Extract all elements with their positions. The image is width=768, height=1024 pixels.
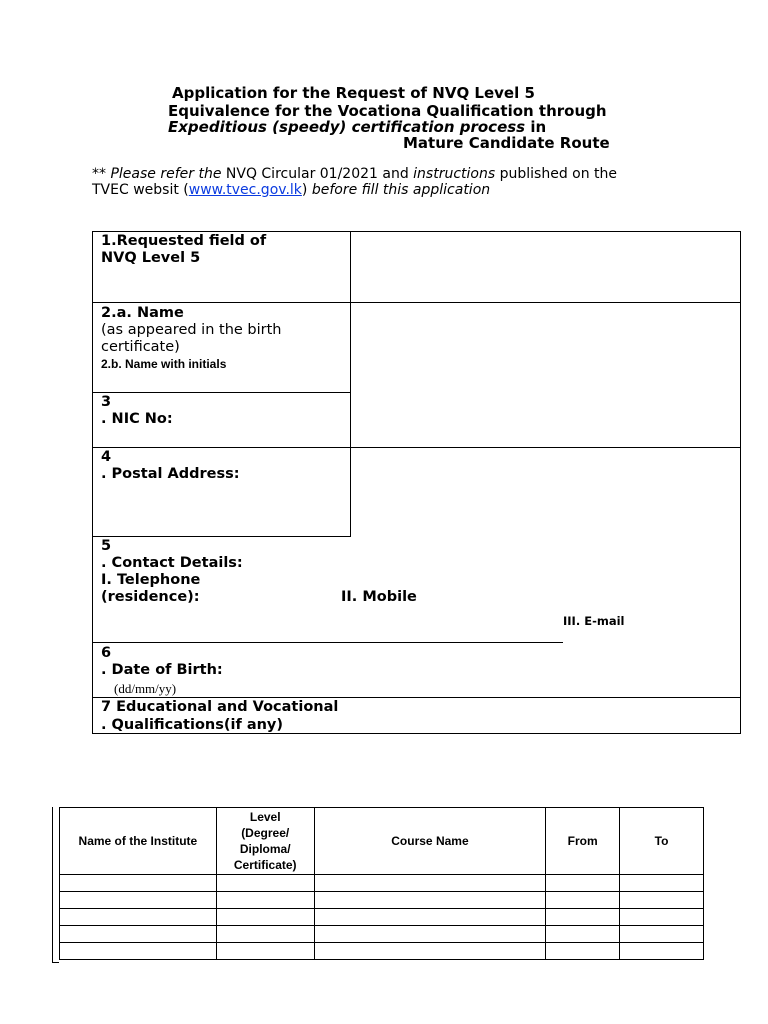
form-border-right [740,231,741,734]
table-row [60,875,704,892]
field-5-number: 5 [101,538,112,554]
field-1-label-line-2: NVQ Level 5 [101,250,201,266]
institute-cell[interactable] [60,926,217,943]
header-level-line-3: Diploma/ [239,842,291,856]
note-stars: ** [92,166,106,182]
level-cell[interactable] [216,892,314,909]
field-3-number: 3 [101,394,112,410]
field-1-label-line-1: 1.Requested field of [101,233,267,249]
header-level-line-2: (Degree/ [241,826,290,840]
course-cell[interactable] [314,875,546,892]
table-row [60,943,704,960]
level-cell[interactable] [216,943,314,960]
form-column-divider [350,231,351,536]
to-cell[interactable] [620,943,704,960]
course-cell[interactable] [314,943,546,960]
header-from: From [546,808,620,875]
qualifications-table [59,807,704,960]
form-row-divider-3 [92,447,741,448]
institute-cell[interactable] [60,909,217,926]
from-cell[interactable] [546,943,620,960]
note-italic-7: before fill this application [311,182,491,198]
note-text-5: TVEC websit ( [92,182,189,198]
name-input[interactable] [352,304,739,446]
note-italic-1: Please refer the [110,166,222,182]
field-4-label: . Postal Address: [101,466,240,482]
note-italic-3: instructions [413,166,496,182]
from-cell[interactable] [546,892,620,909]
institute-cell[interactable] [60,892,217,909]
header-level-line-1: Level [249,810,281,824]
header-to: To [620,808,704,875]
field-2a-label: 2.a. Name [101,305,184,321]
field-2a-sub-1: (as appeared in the birth [101,322,282,338]
form-row-divider-5 [92,642,563,643]
note-text-2: NVQ Circular 01/2021 and [225,166,409,182]
postal-address-input[interactable] [352,449,739,535]
telephone-label-line-2: (residence): [101,589,200,605]
email-label: III. E-mail [563,614,625,628]
level-cell[interactable] [216,875,314,892]
field-7-label-line-2: . Qualifications(if any) [101,717,284,733]
title-line-2: Equivalence for the Vocationa Qualification through [168,102,607,120]
field-6-label: . Date of Birth: [101,662,223,678]
header-course-name: Course Name [314,808,546,875]
title-line-3-italic: Expeditious (speedy) certification process [168,118,526,136]
header-institute: Name of the Institute [60,808,217,875]
form-row-divider-4 [92,536,351,537]
to-cell[interactable] [620,892,704,909]
form-row-divider-6 [92,697,741,698]
field-3-label: . NIC No: [101,411,173,427]
form-border-top [92,231,741,232]
form-row-divider-1 [92,302,741,303]
note-text-6: ) [301,182,308,198]
from-cell[interactable] [546,875,620,892]
table-outer-left-line [52,807,53,963]
field-6-number: 6 [101,645,112,661]
form-border-left [92,231,93,734]
to-cell[interactable] [620,926,704,943]
table-outer-bottom-line [52,962,59,963]
requested-field-input[interactable] [352,233,739,301]
form-row-divider-2 [92,392,350,393]
title-line-1: Application for the Request of NVQ Level 5 [172,84,535,102]
field-5-label: . Contact Details: [101,555,243,571]
date-format-hint: (dd/mm/yy) [114,681,177,696]
telephone-label-line-1: I. Telephone [101,572,201,588]
to-cell[interactable] [620,909,704,926]
level-cell[interactable] [216,909,314,926]
table-row [60,926,704,943]
from-cell[interactable] [546,926,620,943]
note-line-2 [92,182,490,198]
note-line-1 [92,166,617,182]
from-cell[interactable] [546,909,620,926]
table-row [60,909,704,926]
mobile-label: II. Mobile [341,589,417,605]
level-cell[interactable] [216,926,314,943]
course-cell[interactable] [314,892,546,909]
field-7-label-line-1: 7 Educational and Vocational [101,699,339,715]
title-line-4: Mature Candidate Route [403,134,610,152]
to-cell[interactable] [620,875,704,892]
table-header-row [60,808,704,875]
header-level [216,808,314,875]
table-row [60,892,704,909]
institute-cell[interactable] [60,875,217,892]
field-4-number: 4 [101,449,112,465]
tvec-website-link[interactable]: www.tvec.gov.lk [188,182,302,198]
field-2a-sub-2: certificate) [101,339,180,355]
title-line-3-rest: in [530,118,547,136]
course-cell[interactable] [314,909,546,926]
note-text-4: published on the [499,166,618,182]
header-level-line-4: Certificate) [233,858,297,872]
course-cell[interactable] [314,926,546,943]
institute-cell[interactable] [60,943,217,960]
field-2b-label: 2.b. Name with initials [101,357,227,371]
